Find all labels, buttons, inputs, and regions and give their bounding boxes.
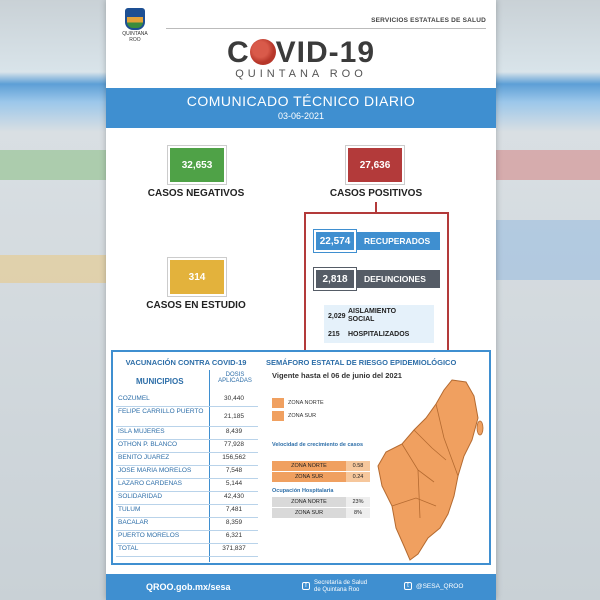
positivos-label: CASOS POSITIVOS bbox=[329, 188, 423, 199]
header bbox=[106, 0, 496, 43]
municipio-name: TOTAL bbox=[118, 545, 139, 552]
dosis-value: 21,185 bbox=[224, 413, 244, 420]
municipio-name: LAZARO CARDENAS bbox=[118, 480, 182, 487]
velocidad-valor: 0.58 bbox=[346, 461, 370, 471]
municipio-name: JOSE MARIA MORELOS bbox=[118, 467, 192, 474]
dosis-value: 7,481 bbox=[225, 506, 243, 513]
dosis-value: 7,548 bbox=[225, 467, 243, 474]
page-subtitle: QUINTANA ROO bbox=[235, 68, 367, 80]
twitter-icon[interactable]: t bbox=[404, 582, 412, 590]
ocupacion-zona: ZONA SUR bbox=[272, 508, 346, 518]
estudio-box: 314 bbox=[168, 258, 226, 296]
background-left bbox=[0, 0, 110, 600]
table-row bbox=[116, 394, 258, 407]
dosis-value: 77,928 bbox=[224, 441, 244, 448]
footer bbox=[106, 574, 496, 600]
dosis-value: 8,359 bbox=[225, 519, 243, 526]
twitter-handle[interactable]: @SESA_QROO bbox=[416, 583, 464, 590]
aislamiento-label: AISLAMIENTO SOCIAL bbox=[348, 308, 397, 323]
municipio-name: SOLIDARIDAD bbox=[118, 493, 163, 500]
recuperados-value: 22,574 bbox=[314, 230, 356, 252]
velocidad-zona: ZONA SUR bbox=[272, 472, 346, 482]
velocidad-valor: 0.24 bbox=[346, 472, 370, 482]
zona-sur-label: ZONA SUR bbox=[288, 413, 317, 419]
ocupacion-valor: 8% bbox=[346, 508, 370, 518]
ocupacion-valor: 23% bbox=[346, 497, 370, 507]
hospitalizados-value: 215 bbox=[328, 331, 340, 338]
table-row bbox=[116, 466, 258, 479]
dosis-value: 30,440 bbox=[224, 395, 244, 402]
velocidad-title: Velocidad de crecimiento de casos bbox=[272, 442, 364, 448]
table-row bbox=[116, 518, 258, 531]
positivos-box: 27,636 bbox=[346, 146, 404, 184]
velocidad-zona: ZONA NORTE bbox=[272, 461, 346, 471]
municipio-name: ISLA MUJERES bbox=[118, 428, 165, 435]
municipio-name: COZUMEL bbox=[118, 395, 150, 402]
zona-norte-label: ZONA NORTE bbox=[288, 400, 324, 406]
table-row bbox=[116, 427, 258, 440]
negativos-label: CASOS NEGATIVOS bbox=[147, 188, 245, 199]
facebook-handle[interactable] bbox=[314, 580, 367, 594]
semaforo-title: SEMÁFORO ESTATAL DE RIESGO EPIDEMIOLÓGICO bbox=[266, 358, 457, 367]
table-row bbox=[116, 505, 258, 518]
cozumel-island bbox=[477, 421, 483, 435]
ocupacion-zona: ZONA NORTE bbox=[272, 497, 346, 507]
logo-text: QUINTANA ROO bbox=[122, 31, 148, 43]
municipio-name: BACALAR bbox=[118, 519, 149, 526]
dosis-value: 371,837 bbox=[222, 545, 246, 552]
quintana-roo-map bbox=[374, 378, 486, 562]
table-row bbox=[116, 544, 258, 557]
municipio-name: TULUM bbox=[118, 506, 141, 513]
background-right bbox=[492, 0, 600, 600]
aislamiento-box bbox=[324, 305, 434, 343]
col-dosis: DOSIS APLICADAS bbox=[218, 372, 252, 384]
report-date: 03-06-2021 bbox=[277, 111, 325, 121]
table-row bbox=[116, 479, 258, 492]
negativos-box: 32,653 bbox=[168, 146, 226, 184]
municipio-name: FELIPE CARRILLO PUERTO bbox=[118, 408, 204, 415]
ocupacion-title: Ocupación Hospitalaria bbox=[272, 488, 334, 494]
dosis-value: 5,144 bbox=[225, 480, 243, 487]
semaforo-vigencia: Vigente hasta el 06 de junio del 2021 bbox=[272, 371, 402, 380]
dosis-value: 8,439 bbox=[225, 428, 243, 435]
title-right: VID-19 bbox=[275, 36, 376, 69]
hospitalizados-label: HOSPITALIZADOS bbox=[348, 331, 410, 338]
recuperados-label: RECUPERADOS bbox=[356, 232, 440, 250]
zona-sur-swatch bbox=[272, 411, 284, 421]
defunciones-value: 2,818 bbox=[314, 268, 356, 290]
municipio-name: PUERTO MORELOS bbox=[118, 532, 180, 539]
shield-icon bbox=[125, 8, 145, 30]
report-title: COMUNICADO TÉCNICO DIARIO bbox=[186, 93, 416, 109]
zona-norte-swatch bbox=[272, 398, 284, 408]
vacunacion-title: VACUNACIÓN CONTRA COVID-19 bbox=[125, 358, 247, 367]
dosis-value: 42,430 bbox=[224, 493, 244, 500]
dosis-value: 156,562 bbox=[222, 454, 246, 461]
facebook-icon[interactable]: f bbox=[302, 582, 310, 590]
table-row bbox=[116, 492, 258, 505]
defunciones-label: DEFUNCIONES bbox=[356, 270, 440, 288]
dosis-value: 6,321 bbox=[225, 532, 243, 539]
aislamiento-value: 2,029 bbox=[328, 313, 346, 320]
facebook-line2: de Quintana Roo bbox=[314, 587, 360, 593]
municipio-name: BENITO JUAREZ bbox=[118, 454, 170, 461]
col-municipios: MUNICIPIOS bbox=[136, 377, 184, 386]
title-left: C bbox=[226, 36, 250, 69]
table-row bbox=[116, 407, 258, 427]
municipio-name: OTHON P. BLANCO bbox=[118, 441, 178, 448]
estudio-label: CASOS EN ESTUDIO bbox=[146, 300, 246, 311]
website-link[interactable]: QROO.gob.mx/sesa bbox=[146, 582, 231, 592]
table-row bbox=[116, 440, 258, 453]
state-shape bbox=[378, 380, 478, 560]
virus-icon bbox=[250, 39, 276, 65]
table-row bbox=[116, 453, 258, 466]
poster bbox=[106, 0, 496, 600]
divider bbox=[166, 28, 486, 29]
facebook-line1: Secretaría de Salud bbox=[314, 580, 368, 586]
report-banner bbox=[106, 88, 496, 128]
table-row bbox=[116, 531, 258, 544]
org-name: SERVICIOS ESTATALES DE SALUD bbox=[371, 17, 486, 24]
page-title bbox=[106, 36, 496, 70]
